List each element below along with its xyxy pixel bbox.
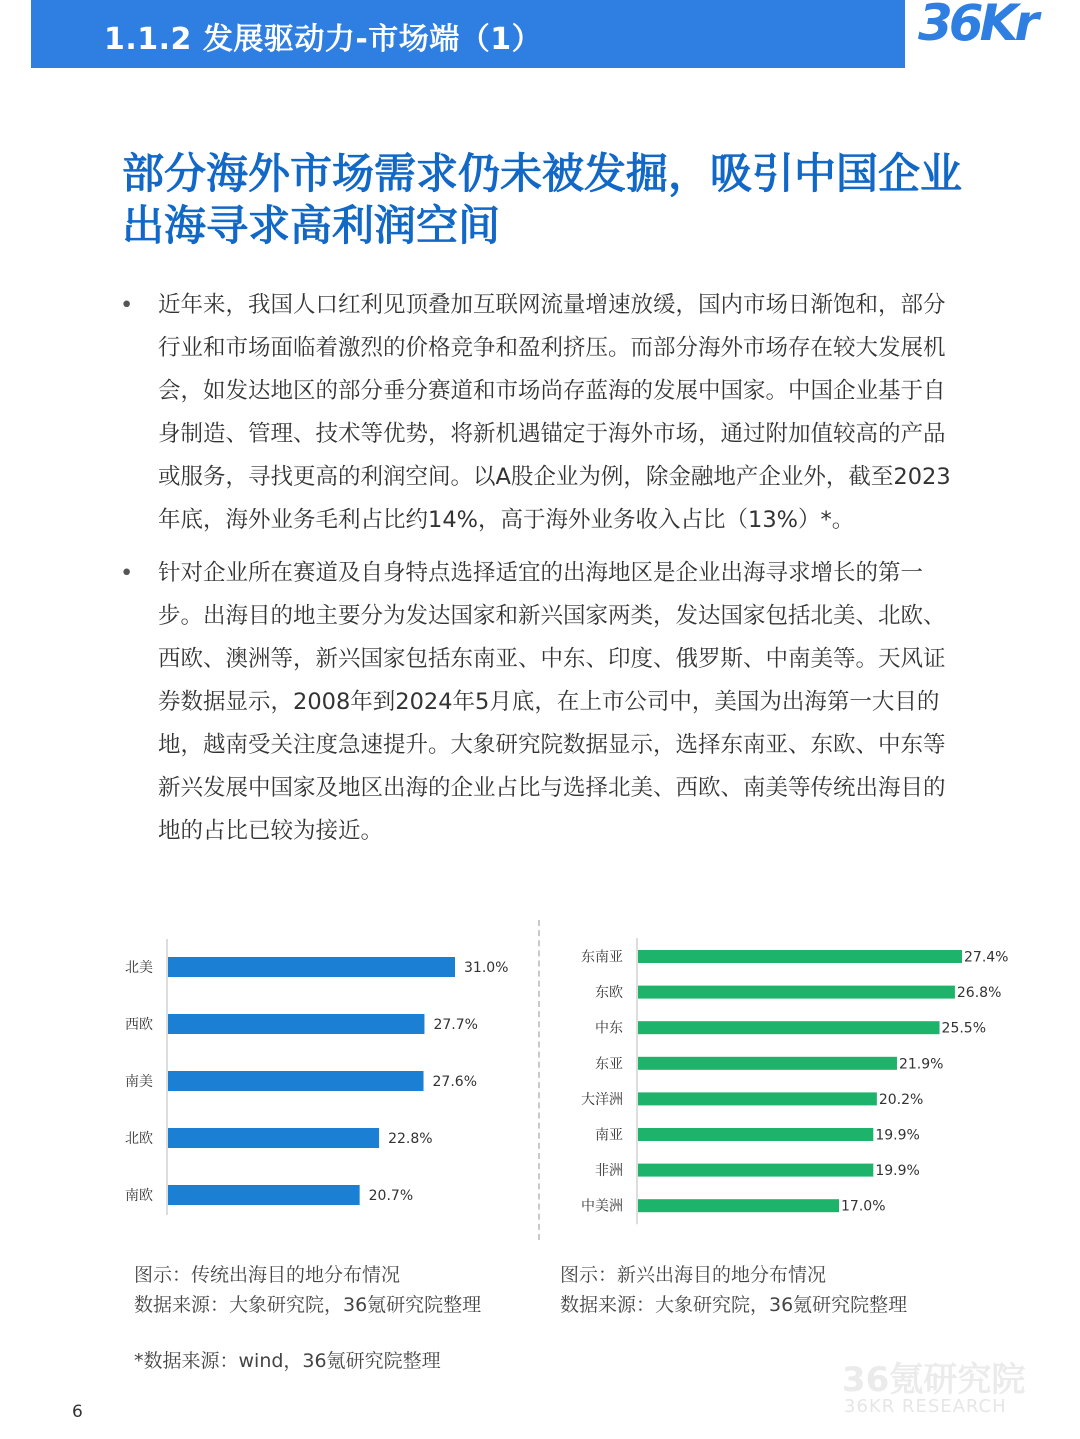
right-figure-title: 图示：新兴出海目的地分布情况: [560, 1264, 827, 1286]
bullet-text: 近年来，我国人口红利见顶叠加互联网流量增速放缓，国内市场日渐饱和，部分行业和市场面临着激烈的价格竞争和盈利挤压。而部分海外市场存在较大发展机会，如发达地区的部分垂分赛道和市场尚存蓝海的发展中国家。中国企业基于自身制造、管理、技术等优势，将新机遇锚定于海外市场，通过附加值较高的产品或服务，寻找更高的利润空间。以A股企业为例，除金融地产企业外，截至2023年底，海外业务毛利占比约14%，高于海外业务收入占比（13%）*。: [158, 292, 951, 533]
category-label: 北欧: [125, 1131, 153, 1147]
bullet-marker: •: [120, 292, 134, 318]
value-label: 17.0%: [841, 1198, 886, 1215]
bar: [168, 1071, 424, 1091]
category-label: 东南亚: [581, 949, 623, 966]
left-chart-caption: [134, 1260, 481, 1320]
left-figure-title: 图示：传统出海目的地分布情况: [134, 1264, 401, 1286]
bar: [168, 1128, 379, 1148]
category-label: 东亚: [595, 1056, 623, 1073]
category-label: 北美: [125, 960, 153, 976]
emerging-destinations-chart: [565, 935, 1025, 1225]
category-label: 中美洲: [581, 1198, 623, 1215]
left-figure-source: 数据来源：大象研究院，36氪研究院整理: [134, 1294, 482, 1316]
bar: [638, 986, 955, 999]
bullet-item: [120, 552, 1000, 853]
bar: [638, 1057, 897, 1070]
bar: [168, 1185, 360, 1205]
value-label: 20.2%: [878, 1091, 924, 1108]
watermark-cn: 36氪研究院: [842, 1360, 1026, 1400]
category-label: 南亚: [595, 1127, 623, 1144]
category-label: 东欧: [595, 985, 623, 1002]
category-label: 大洋洲: [581, 1091, 623, 1108]
value-label: 19.9%: [875, 1127, 920, 1144]
value-label: 27.7%: [433, 1017, 478, 1033]
bar: [168, 1014, 424, 1034]
watermark-en: 36KR RESEARCH: [844, 1396, 1007, 1417]
value-label: 25.5%: [941, 1020, 987, 1037]
bullet-marker: •: [120, 560, 134, 586]
value-label: 27.6%: [432, 1074, 478, 1090]
page-number: 6: [72, 1402, 83, 1422]
bar: [638, 1128, 873, 1141]
section-title: 1.1.2 发展驱动力-市场端（1）: [104, 22, 543, 57]
value-label: 26.8%: [956, 985, 1002, 1002]
value-label: 27.4%: [964, 949, 1009, 966]
brand-logo: 36Kr: [918, 0, 1035, 52]
bar: [168, 957, 455, 977]
value-label: 20.7%: [368, 1188, 414, 1204]
bar: [638, 1092, 877, 1105]
bar: [638, 1164, 873, 1177]
right-chart-caption: [560, 1260, 907, 1320]
bar: [638, 950, 962, 963]
page-headline: 部分海外市场需求仍未被发掘，吸引中国企业出海寻求高利润空间: [122, 149, 963, 250]
value-label: 31.0%: [464, 960, 509, 976]
footnote: *数据来源：wind，36氪研究院整理: [134, 1350, 441, 1372]
bar: [638, 1199, 839, 1212]
value-label: 22.8%: [388, 1131, 433, 1147]
category-label: 西欧: [125, 1017, 153, 1033]
chart-divider: [538, 920, 540, 1240]
bullet-list: [120, 284, 1000, 863]
right-figure-source: 数据来源：大象研究院，36氪研究院整理: [560, 1294, 908, 1316]
value-label: 19.9%: [875, 1163, 920, 1180]
category-label: 南欧: [125, 1188, 153, 1204]
category-label: 非洲: [595, 1163, 623, 1180]
bullet-item: [120, 284, 1000, 542]
category-label: 南美: [125, 1074, 153, 1090]
category-label: 中东: [595, 1020, 623, 1037]
bar: [638, 1021, 940, 1034]
value-label: 21.9%: [898, 1056, 944, 1073]
traditional-destinations-chart: [110, 935, 530, 1215]
bullet-text: 针对企业所在赛道及自身特点选择适宜的出海地区是企业出海寻求增长的第一步。出海目的地主要分为发达国家和新兴国家两类，发达国家包括北美、北欧、西欧、澳洲等，新兴国家包括东南亚、中东、印度、俄罗斯、中南美等。天风证券数据显示，2008年到2024年5月底，在上市公司中，美国为出海第一大目的地，越南受关注度急速提升。大象研究院数据显示，选择东南亚、东欧、中东等新兴发展中国家及地区出海的企业占比与选择北美、西欧、南美等传统出海目的地的占比已较为接近。: [158, 560, 946, 844]
